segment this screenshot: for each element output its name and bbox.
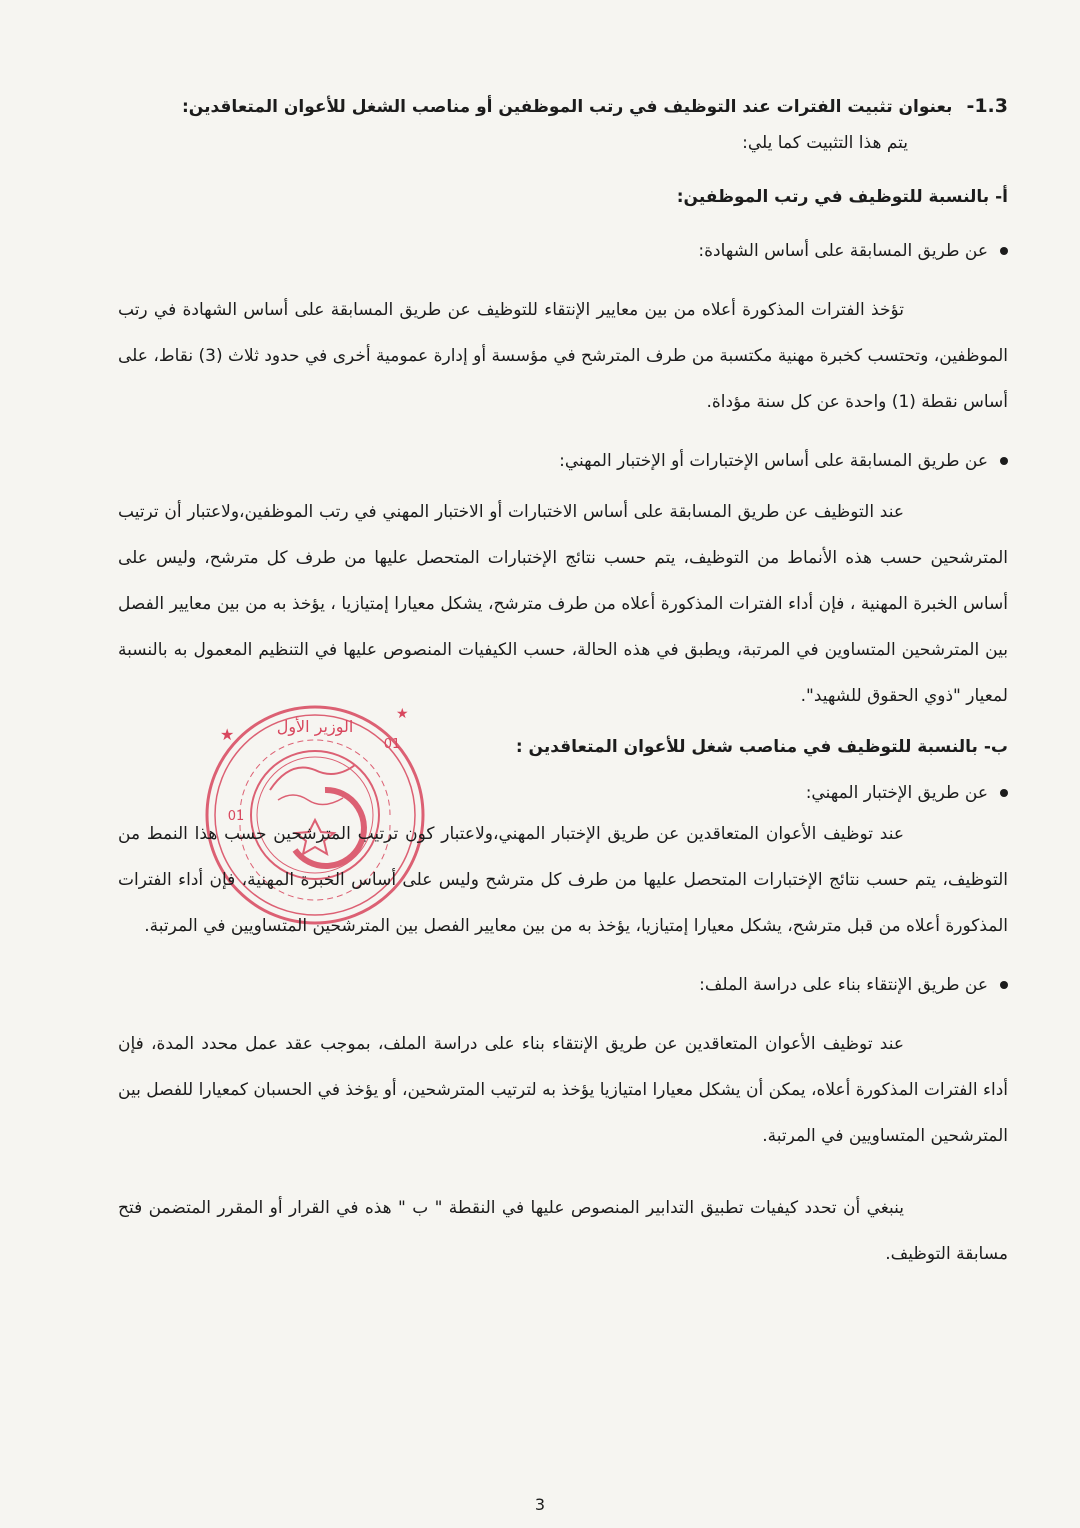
bullet-dot-icon — [1000, 457, 1008, 465]
svg-text:الوزير الأول: الوزير الأول — [276, 717, 354, 736]
bullet-dot-icon — [1000, 981, 1008, 989]
bullet-dot-icon — [1000, 247, 1008, 255]
svg-text:★: ★ — [396, 706, 409, 722]
bullet-label: عن طريق الإنتقاء بناء على دراسة الملف: — [699, 975, 988, 995]
subsection-a-title: أ- بالنسبة للتوظيف في رتب الموظفين: — [676, 187, 1008, 207]
section-heading — [118, 88, 1008, 125]
bullet-label: عن طريق الإختبار المهني: — [805, 783, 988, 803]
bullet-diploma — [118, 233, 1008, 269]
section-number: 1.3- — [966, 95, 1008, 117]
subsection-b-title: ب- بالنسبة للتوظيف في مناصب شغل للأعوان المتعاقدين : — [515, 737, 1008, 757]
paragraph-professional-test: عند توظيف الأعوان المتعاقدين عن طريق الإختبار المهني،ولاعتبار كون ترتيب المترشحين حسب هذا النمط من التوظيف، يتم حسب نتائج الإختبارات المتحصل عليها من طرف كل مترشح وليس على أساس الخبرة المهنية، فإن أداء الفترات المذكورة أعلاه من قبل مترشح، يشكل معيارا إمتيازيا، يؤخذ به من بين معايير الفصل بين المترشحين المتساويين في المرتبة. — [118, 824, 1008, 936]
bullet-label: عن طريق المسابقة على أساس الشهادة: — [698, 241, 988, 261]
bullet-file-study — [118, 967, 1008, 1003]
paragraph-closing: ينبغي أن تحدد كيفيات تطبيق التدابير المنصوص عليها في النقطة " ب " هذه في القرار أو المقرر المتضمن فتح مسابقة التوظيف. — [118, 1198, 1008, 1264]
bullet-tests — [118, 443, 1008, 479]
document-body — [118, 88, 1008, 1277]
bullet-dot-icon — [1000, 789, 1008, 797]
paragraph-tests: عند التوظيف عن طريق المسابقة على أساس الاختبارات أو الاختبار المهني في رتب الموظفين،ولاعتبار أن ترتيب المترشحين حسب هذه الأنماط من التوظيف، يتم حسب نتائج الإختبارات المتحصل عليها من طرف كل مترشح، وليس على أساس الخبرة المهنية ، فإن أداء الفترات المذكورة أعلاه من طرف مترشح، يشكل معيارا إمتيازيا ، يؤخذ به من بين معايير الفصل بين المترشحين المتساوين في المرتبة، ويطبق في هذه الحالة، حسب الكيفيات المنصوص عليها في التنظيم المعمول به بالنسبة لمعيار "ذوي الحقوق للشهيد". — [118, 502, 1008, 706]
svg-text:01: 01 — [227, 809, 245, 824]
paragraph-diploma: تؤخذ الفترات المذكورة أعلاه من بين معايير الإنتقاء للتوظيف عن طريق المسابقة على أساس الشهادة في رتب الموظفين، وتحتسب كخبرة مهنية مكتسبة من طرف المترشح في مؤسسة أو إدارة عمومية أخرى في حدود ثلاث (3) نقاط، على أساس نقطة (1) واحدة عن كل سنة مؤداة. — [118, 300, 1009, 412]
svg-text:★: ★ — [220, 725, 235, 744]
intro-line: يتم هذا التثبيت كما يلي: — [742, 133, 908, 153]
section-title: بعنوان تثبيت الفترات عند التوظيف في رتب الموظفين أو مناصب الشغل للأعوان المتعاقدين: — [182, 97, 953, 117]
bullet-label: عن طريق المسابقة على أساس الإختبارات أو الإختبار المهني: — [559, 451, 988, 471]
paragraph-file-study: عند توظيف الأعوان المتعاقدين عن طريق الإنتقاء بناء على دراسة الملف، بموجب عقد عمل محدد المدة، فإن أداء الفترات المذكورة أعلاه، يمكن أن يشكل معيارا امتيازيا يؤخذ به لترتيب المترشحين، أو يؤخذ في الحسبان كمعيارا للفصل بين المترشحين المتساويين في المرتبة. — [118, 1034, 1008, 1146]
svg-text:01: 01 — [383, 737, 401, 752]
page-number: 3 — [534, 1495, 546, 1514]
bullet-professional-test — [118, 775, 1008, 811]
